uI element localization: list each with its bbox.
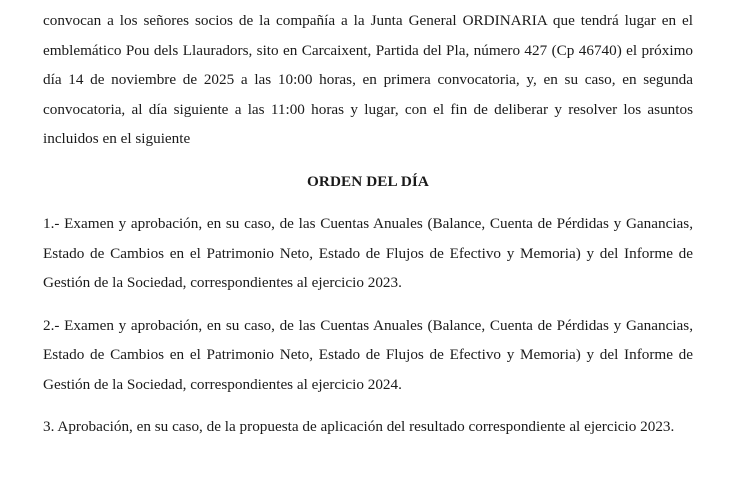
- intro-paragraph: convocan a los señores socios de la compañía a la Junta General ORDINARIA que tendrá lugar en el emblemático Pou dels Llauradors, sito en Carcaixent, Partida del Pla, número 427 (Cp 46740) el próximo día 14 de noviembre de 2025 a las 10:00 horas, en primera convocatoria, y, en su caso, en segunda convocatoria, al día siguiente a las 11:00 horas y lugar, con el fin de deliberar y resolver los asuntos incluidos en el siguiente: [43, 12, 693, 147]
- document-page: [43, 6, 693, 455]
- agenda-heading: ORDEN DEL DÍA: [307, 172, 429, 190]
- agenda-item-2: 2.- Examen y aprobación, en su caso, de las Cuentas Anuales (Balance, Cuenta de Pérdidas y Ganancias, Estado de Cambios en el Patrimonio Neto, Estado de Flujos de Efectivo y Memoria) y del Informe de Gestión de la Sociedad, correspondientes al ejercicio 2024.: [43, 316, 693, 393]
- agenda-item-3: 3. Aprobación, en su caso, de la propuesta de aplicación del resultado correspondiente al ejercicio 2023.: [43, 418, 675, 435]
- agenda-item-1: 1.- Examen y aprobación, en su caso, de las Cuentas Anuales (Balance, Cuenta de Pérdidas y Ganancias, Estado de Cambios en el Patrimonio Neto, Estado de Flujos de Efectivo y Memoria) y del Informe de Gestión de la Sociedad, correspondientes al ejercicio 2023.: [43, 215, 693, 291]
